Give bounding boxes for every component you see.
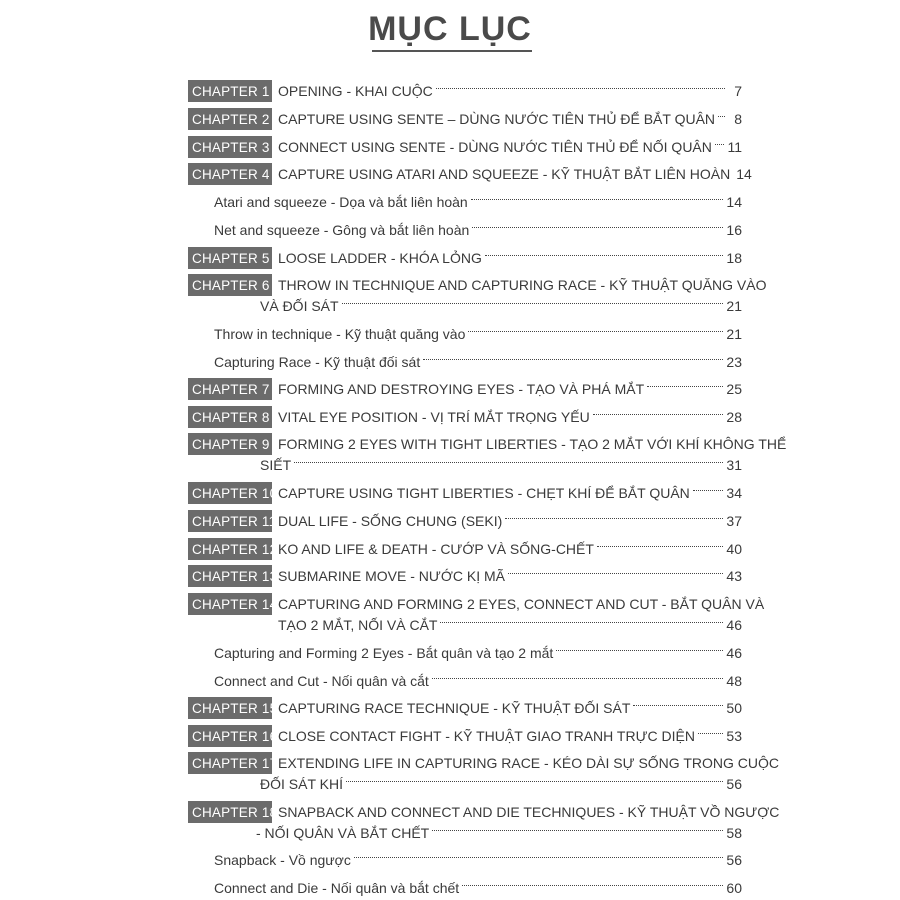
dot-leader (440, 621, 723, 623)
entry-line (188, 642, 742, 664)
entry-line (188, 163, 752, 185)
entry-text-row (278, 80, 742, 102)
entry-text-row (278, 163, 752, 185)
dot-leader (346, 780, 723, 782)
entry-line (188, 378, 742, 400)
entry-text-row (278, 697, 742, 719)
page-number: 46 (726, 617, 742, 633)
entry-line (188, 482, 742, 504)
dot-leader (342, 302, 724, 304)
entry-text-row (214, 219, 742, 241)
dot-leader (432, 829, 723, 831)
entry-title: KO AND LIFE & DEATH - CƯỚP VÀ SỐNG-CHẾT (278, 541, 594, 557)
dot-leader (354, 856, 724, 858)
entry-line-continued (188, 822, 742, 844)
entry-title-continued: - NỐI QUÂN VÀ BẮT CHẾT (256, 825, 430, 841)
entry-line (188, 849, 742, 871)
page-number: 14 (726, 194, 742, 210)
entry-text-row (260, 454, 742, 476)
page-number: 8 (734, 111, 742, 127)
entry-line (188, 697, 742, 719)
chapter-label: CHAPTER 11 (188, 510, 272, 532)
dot-leader (718, 115, 725, 117)
chapter-label: CHAPTER 9 (188, 433, 272, 455)
entry-text-row (278, 538, 742, 560)
page-number: 14 (736, 166, 752, 182)
page-number: 16 (726, 222, 742, 238)
entry-text-row (278, 565, 742, 587)
page-number: 11 (727, 139, 742, 155)
entry-line (188, 108, 742, 130)
entry-line (188, 80, 742, 102)
entry-line (188, 247, 742, 269)
entry-title: Connect and Cut - Nối quân và cắt (214, 673, 429, 689)
chapter-label: CHAPTER 10 (188, 482, 272, 504)
entry-line-continued (188, 773, 742, 795)
entry-line (188, 274, 767, 296)
entry-text-row (214, 877, 742, 899)
entry-title: Capturing Race - Kỹ thuật đối sát (214, 354, 421, 370)
entry-title: Net and squeeze - Gông và bắt liên hoàn (214, 222, 470, 238)
dot-leader (432, 677, 724, 679)
dot-leader (556, 649, 723, 651)
entry-line (188, 801, 780, 823)
entry-line (188, 433, 787, 455)
entry-title: DUAL LIFE - SỐNG CHUNG (SEKI) (278, 513, 503, 529)
entry-text-row (278, 247, 742, 269)
chapter-label: CHAPTER 2 (188, 108, 272, 130)
entry-line (188, 191, 742, 213)
page-number: 31 (726, 457, 742, 473)
dot-leader (593, 413, 724, 415)
entry-title-continued: VÀ ĐỐI SÁT (260, 298, 339, 314)
dot-leader (471, 198, 724, 200)
entry-title: CAPTURE USING ATARI AND SQUEEZE - KỸ THUẬT BẮT LIÊN HOÀN (278, 166, 731, 182)
entry-text-row (214, 323, 742, 345)
page-number: 43 (726, 568, 742, 584)
entry-title: CAPTURING RACE TECHNIQUE - KỸ THUẬT ĐỐI SÁT (278, 700, 631, 716)
page-number: 37 (726, 513, 742, 529)
entry-line (188, 565, 742, 587)
page-number: 56 (726, 852, 742, 868)
entry-line (188, 538, 742, 560)
entry-title: Connect and Die - Nối quân và bắt chết (214, 880, 460, 896)
entry-title: SNAPBACK AND CONNECT AND DIE TECHNIQUES - KỸ THUẬT VỒ NGƯỢC (278, 804, 780, 820)
page-title: MỤC LỤC (368, 10, 532, 48)
page-number: 58 (726, 825, 742, 841)
entry-title: FORMING AND DESTROYING EYES - TẠO VÀ PHÁ MẮT (278, 381, 645, 397)
entry-title: CLOSE CONTACT FIGHT - KỸ THUẬT GIAO TRANH TRỰC DIỆN (278, 728, 695, 744)
chapter-label: CHAPTER 4 (188, 163, 272, 185)
entry-title-continued: ĐỐI SÁT KHÍ (260, 776, 343, 792)
entry-line (188, 510, 742, 532)
entry-title: VITAL EYE POSITION - VỊ TRÍ MẮT TRỌNG YẾU (278, 409, 590, 425)
chapter-label: CHAPTER 3 (188, 136, 272, 158)
entry-title: CONNECT USING SENTE - DÙNG NƯỚC TIÊN THỦ ĐỂ NỐI QUÂN (278, 139, 712, 155)
chapter-label: CHAPTER 12 (188, 538, 272, 560)
page-number: 50 (726, 700, 742, 716)
entry-text-row (278, 725, 742, 747)
entry-line (188, 136, 742, 158)
dot-leader (472, 226, 723, 228)
page-number: 21 (726, 326, 742, 342)
dot-leader (715, 143, 725, 145)
page-number: 34 (726, 485, 742, 501)
page-number: 7 (734, 83, 742, 99)
chapter-label: CHAPTER 18 (188, 801, 272, 823)
entry-text-row (278, 378, 742, 400)
dot-leader (462, 884, 723, 886)
chapter-label: CHAPTER 15 (188, 697, 272, 719)
chapter-label: CHAPTER 16 (188, 725, 272, 747)
entry-text-row (260, 773, 742, 795)
chapter-label: CHAPTER 1 (188, 80, 272, 102)
entry-line (188, 406, 742, 428)
chapter-label: CHAPTER 7 (188, 378, 272, 400)
page-number: 60 (726, 880, 742, 896)
entry-text-row (214, 191, 742, 213)
dot-leader (423, 358, 723, 360)
page-number: 53 (726, 728, 742, 744)
entry-title: THROW IN TECHNIQUE AND CAPTURING RACE - KỸ THUẬT QUĂNG VÀO (278, 277, 767, 293)
entry-line-continued (188, 454, 742, 476)
dot-leader (698, 732, 723, 734)
entry-title: Atari and squeeze - Dọa và bắt liên hoàn (214, 194, 468, 210)
entry-text-row (278, 510, 742, 532)
page-number: 56 (726, 776, 742, 792)
entry-text-row (214, 849, 742, 871)
entry-title: OPENING - KHAI CUỘC (278, 83, 433, 99)
entry-title: Capturing and Forming 2 Eyes - Bắt quân và tạo 2 mắt (214, 645, 554, 661)
dot-leader (468, 330, 723, 332)
page-number: 18 (726, 250, 742, 266)
page-number: 23 (726, 354, 742, 370)
chapter-label: CHAPTER 8 (188, 406, 272, 428)
entry-line (188, 752, 779, 774)
entry-line (188, 670, 742, 692)
dot-leader (505, 517, 723, 519)
dot-leader (294, 461, 723, 463)
chapter-label: CHAPTER 14 (188, 593, 272, 615)
entry-line-continued (188, 295, 742, 317)
dot-leader (633, 704, 723, 706)
page-number: 48 (726, 673, 742, 689)
chapter-label: CHAPTER 17 (188, 752, 272, 774)
chapter-label: CHAPTER 13 (188, 565, 272, 587)
dot-leader (597, 545, 723, 547)
entry-text-row (214, 642, 742, 664)
dot-leader (485, 254, 724, 256)
entry-title: Snapback - Vồ ngược (214, 852, 351, 868)
entry-text-row (214, 351, 742, 373)
entry-title-continued: TẠO 2 MẮT, NỐI VÀ CẮT (278, 617, 438, 633)
dot-leader (508, 572, 723, 574)
page-number: 21 (726, 298, 742, 314)
page-number: 46 (726, 645, 742, 661)
entry-line (188, 593, 765, 615)
entry-title-continued: SIẾT (260, 457, 292, 473)
entry-title: Throw in technique - Kỹ thuật quăng vào (214, 326, 466, 342)
page-number: 25 (726, 381, 742, 397)
entry-title: CAPTURE USING TIGHT LIBERTIES - CHẸT KHÍ ĐỂ BẮT QUÂN (278, 485, 690, 501)
entry-line (188, 725, 742, 747)
entry-text-row (278, 136, 742, 158)
entry-title: CAPTURE USING SENTE – DÙNG NƯỚC TIÊN THỦ ĐỂ BẮT QUÂN (278, 111, 716, 127)
entry-title: FORMING 2 EYES WITH TIGHT LIBERTIES - TẠO 2 MẮT VỚI KHÍ KHÔNG THỂ (278, 436, 787, 452)
dot-leader (436, 87, 725, 89)
entry-line (188, 219, 742, 241)
entry-line-continued (188, 614, 742, 636)
chapter-label: CHAPTER 6 (188, 274, 272, 296)
entry-text-row (256, 822, 742, 844)
entry-text-row (278, 108, 742, 130)
entry-title: SUBMARINE MOVE - NƯỚC KỊ MÃ (278, 568, 505, 584)
entry-line (188, 351, 742, 373)
entry-title: EXTENDING LIFE IN CAPTURING RACE - KÉO DÀI SỰ SỐNG TRONG CUỘC (278, 755, 779, 771)
page-number: 40 (726, 541, 742, 557)
entry-title: CAPTURING AND FORMING 2 EYES, CONNECT AND CUT - BẮT QUÂN VÀ (278, 596, 765, 612)
entry-text-row (278, 482, 742, 504)
entry-line (188, 877, 742, 899)
entry-text-row (214, 670, 742, 692)
entry-text-row (278, 406, 742, 428)
entry-line (188, 323, 742, 345)
chapter-label: CHAPTER 5 (188, 247, 272, 269)
entry-title: LOOSE LADDER - KHÓA LỎNG (278, 250, 482, 266)
page-number: 28 (726, 409, 742, 425)
dot-leader (693, 489, 724, 491)
dot-leader (647, 385, 723, 387)
entry-text-row (278, 614, 742, 636)
entry-text-row (260, 295, 742, 317)
